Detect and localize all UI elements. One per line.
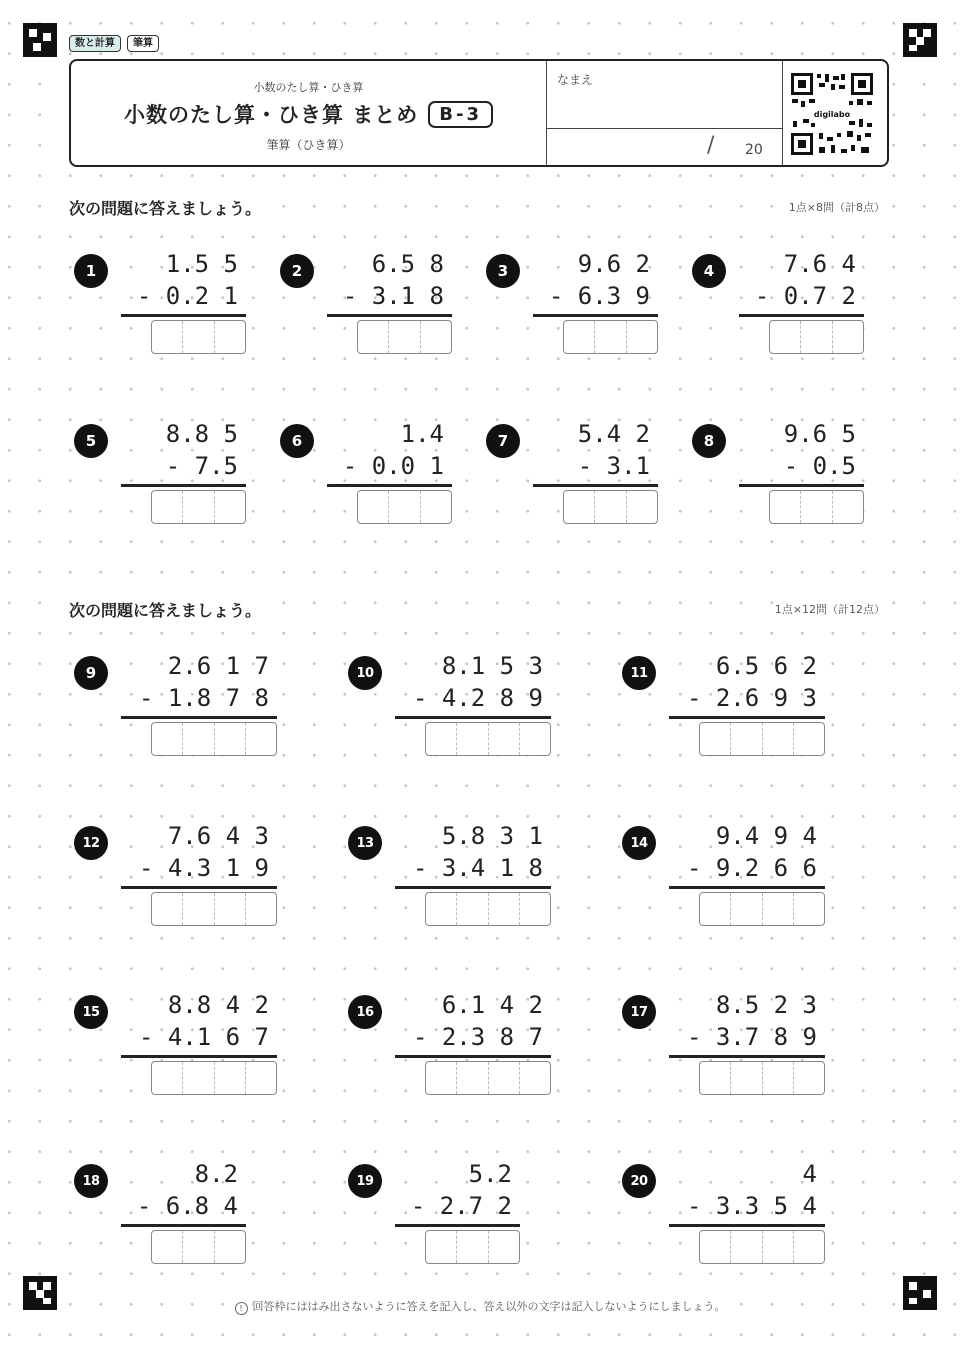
subtrahend: - 9.2 6 6 bbox=[686, 854, 817, 882]
answer-cell[interactable] bbox=[389, 321, 420, 353]
minuend: 5.8 3 1 bbox=[441, 822, 543, 850]
answer-cell[interactable] bbox=[731, 893, 762, 925]
tag-category: 数と計算 bbox=[69, 35, 121, 52]
answer-cell[interactable] bbox=[489, 1062, 520, 1094]
answer-cell[interactable] bbox=[700, 893, 731, 925]
answer-rule bbox=[533, 314, 658, 317]
problem-number-badge: 6 bbox=[280, 424, 314, 458]
answer-cell[interactable] bbox=[152, 321, 183, 353]
answer-cell[interactable] bbox=[421, 321, 451, 353]
answer-cell[interactable] bbox=[564, 491, 595, 523]
score-total: 20 bbox=[745, 142, 763, 158]
answer-cell[interactable] bbox=[152, 893, 183, 925]
answer-cell[interactable] bbox=[183, 1062, 214, 1094]
answer-cell[interactable] bbox=[421, 491, 451, 523]
answer-box[interactable] bbox=[699, 892, 825, 926]
subtrahend: - 2.6 9 3 bbox=[686, 684, 817, 712]
answer-cell[interactable] bbox=[763, 893, 794, 925]
footer-text: 回答枠にははみ出さないように答えを記入し、答え以外の文字は記入しないようにしましょう。 bbox=[252, 1300, 726, 1313]
answer-cell[interactable] bbox=[246, 723, 276, 755]
minuend: 5.2 bbox=[468, 1160, 512, 1188]
answer-rule bbox=[669, 1055, 825, 1058]
answer-box[interactable] bbox=[563, 320, 658, 354]
answer-cell[interactable] bbox=[457, 1062, 488, 1094]
subtrahend: - 2.7 2 bbox=[410, 1192, 512, 1220]
problem-number-badge: 8 bbox=[692, 424, 726, 458]
worksheet-header bbox=[69, 59, 889, 167]
answer-cell[interactable] bbox=[520, 1062, 550, 1094]
header-caption: 筆算（ひき算） bbox=[266, 138, 351, 152]
answer-cell[interactable] bbox=[358, 491, 389, 523]
answer-rule bbox=[739, 484, 864, 487]
answer-box[interactable] bbox=[425, 1061, 551, 1095]
info-icon: ! bbox=[235, 1302, 248, 1315]
name-score-block bbox=[546, 61, 783, 165]
subtrahend: - 0.2 1 bbox=[136, 282, 238, 310]
answer-rule bbox=[669, 1224, 825, 1227]
answer-cell[interactable] bbox=[700, 1062, 731, 1094]
answer-cell[interactable] bbox=[794, 893, 824, 925]
answer-cell[interactable] bbox=[627, 491, 657, 523]
answer-rule bbox=[121, 314, 246, 317]
answer-cell[interactable] bbox=[183, 723, 214, 755]
answer-rule bbox=[327, 484, 452, 487]
subtrahend: - 6.8 4 bbox=[136, 1192, 238, 1220]
score-slash: / bbox=[707, 133, 715, 158]
answer-rule bbox=[121, 484, 246, 487]
problem-number-badge: 9 bbox=[74, 656, 108, 690]
name-field[interactable] bbox=[547, 61, 782, 128]
corner-marker-top-right bbox=[903, 23, 937, 57]
subtrahend: - 4.1 6 7 bbox=[138, 1023, 269, 1051]
answer-cell[interactable] bbox=[457, 1231, 488, 1263]
minuend: 1.5 5 bbox=[165, 250, 238, 278]
minuend: 7.6 4 3 bbox=[167, 822, 269, 850]
answer-cell[interactable] bbox=[152, 1062, 183, 1094]
problem-number-badge: 3 bbox=[486, 254, 520, 288]
section-2-title: 次の問題に答えましょう。 bbox=[69, 598, 261, 621]
problem-number-badge: 5 bbox=[74, 424, 108, 458]
answer-rule bbox=[121, 1055, 277, 1058]
problem-number-badge: 19 bbox=[348, 1164, 382, 1198]
answer-cell[interactable] bbox=[520, 893, 550, 925]
answer-box[interactable] bbox=[151, 722, 277, 756]
answer-cell[interactable] bbox=[564, 321, 595, 353]
answer-cell[interactable] bbox=[426, 1062, 457, 1094]
subtrahend: - 0.5 bbox=[783, 452, 856, 480]
minuend: 4 bbox=[802, 1160, 817, 1188]
problem-number-badge: 13 bbox=[348, 826, 382, 860]
answer-cell[interactable] bbox=[833, 321, 863, 353]
answer-rule bbox=[739, 314, 864, 317]
score-field[interactable] bbox=[547, 129, 697, 164]
answer-cell[interactable] bbox=[215, 893, 246, 925]
answer-cell[interactable] bbox=[770, 321, 801, 353]
answer-cell[interactable] bbox=[246, 1062, 276, 1094]
minuend: 8.8 4 2 bbox=[167, 991, 269, 1019]
minuend: 8.5 2 3 bbox=[715, 991, 817, 1019]
subtrahend: - 3.7 8 9 bbox=[686, 1023, 817, 1051]
subtrahend: - 6.3 9 bbox=[548, 282, 650, 310]
answer-cell[interactable] bbox=[426, 723, 457, 755]
problem-number-badge: 2 bbox=[280, 254, 314, 288]
answer-box[interactable] bbox=[151, 892, 277, 926]
answer-rule bbox=[121, 886, 277, 889]
answer-rule bbox=[395, 1055, 551, 1058]
corner-marker-top-left bbox=[23, 23, 57, 57]
answer-box[interactable] bbox=[699, 1230, 825, 1264]
answer-rule bbox=[395, 1224, 520, 1227]
answer-box[interactable] bbox=[425, 892, 551, 926]
answer-box[interactable] bbox=[357, 320, 452, 354]
answer-cell[interactable] bbox=[183, 1231, 214, 1263]
answer-cell[interactable] bbox=[731, 723, 762, 755]
problem-number-badge: 18 bbox=[74, 1164, 108, 1198]
subtrahend: - 0.0 1 bbox=[342, 452, 444, 480]
subtrahend: - 7.5 bbox=[165, 452, 238, 480]
answer-cell[interactable] bbox=[215, 491, 245, 523]
minuend: 6.5 6 2 bbox=[715, 652, 817, 680]
problem-number-badge: 14 bbox=[622, 826, 656, 860]
answer-box[interactable] bbox=[151, 490, 246, 524]
answer-cell[interactable] bbox=[426, 1231, 457, 1263]
answer-rule bbox=[395, 886, 551, 889]
answer-cell[interactable] bbox=[426, 893, 457, 925]
answer-cell[interactable] bbox=[246, 893, 276, 925]
answer-cell[interactable] bbox=[731, 1062, 762, 1094]
answer-cell[interactable] bbox=[627, 321, 657, 353]
answer-cell[interactable] bbox=[215, 1062, 246, 1094]
minuend: 9.6 2 bbox=[577, 250, 650, 278]
answer-cell[interactable] bbox=[457, 893, 488, 925]
subtrahend: - 4.3 1 9 bbox=[138, 854, 269, 882]
answer-rule bbox=[121, 1224, 246, 1227]
answer-cell[interactable] bbox=[770, 491, 801, 523]
answer-cell[interactable] bbox=[489, 723, 520, 755]
answer-cell[interactable] bbox=[763, 1062, 794, 1094]
minuend: 8.8 5 bbox=[165, 420, 238, 448]
tag-subcategory: 筆算 bbox=[127, 35, 159, 52]
answer-cell[interactable] bbox=[152, 1231, 183, 1263]
answer-box[interactable] bbox=[699, 722, 825, 756]
section-2-points: 1点×12問（計12点） bbox=[774, 603, 885, 616]
subtrahend: - 3.3 5 4 bbox=[686, 1192, 817, 1220]
subtrahend: - 3.4 1 8 bbox=[412, 854, 543, 882]
problem-number-badge: 17 bbox=[622, 995, 656, 1029]
answer-cell[interactable] bbox=[183, 491, 214, 523]
answer-cell[interactable] bbox=[833, 491, 863, 523]
answer-cell[interactable] bbox=[763, 723, 794, 755]
subtrahend: - 3.1 8 bbox=[342, 282, 444, 310]
answer-cell[interactable] bbox=[595, 491, 626, 523]
answer-box[interactable] bbox=[699, 1061, 825, 1095]
problem-number-badge: 11 bbox=[622, 656, 656, 690]
answer-cell[interactable] bbox=[794, 1062, 824, 1094]
answer-cell[interactable] bbox=[801, 491, 832, 523]
problem-number-badge: 16 bbox=[348, 995, 382, 1029]
answer-cell[interactable] bbox=[489, 1231, 519, 1263]
answer-box[interactable] bbox=[769, 320, 864, 354]
answer-cell[interactable] bbox=[794, 723, 824, 755]
minuend: 7.6 4 bbox=[783, 250, 856, 278]
answer-cell[interactable] bbox=[801, 321, 832, 353]
answer-box[interactable] bbox=[151, 1061, 277, 1095]
problem-number-badge: 12 bbox=[74, 826, 108, 860]
section-1-points: 1点×8問（計8点） bbox=[788, 201, 885, 214]
answer-box[interactable] bbox=[769, 490, 864, 524]
minuend: 2.6 1 7 bbox=[167, 652, 269, 680]
answer-cell[interactable] bbox=[389, 491, 420, 523]
answer-cell[interactable] bbox=[731, 1231, 762, 1263]
problem-number-badge: 7 bbox=[486, 424, 520, 458]
minuend: 9.6 5 bbox=[783, 420, 856, 448]
problem-number-badge: 10 bbox=[348, 656, 382, 690]
answer-rule bbox=[669, 886, 825, 889]
answer-cell[interactable] bbox=[152, 723, 183, 755]
answer-box[interactable] bbox=[151, 1230, 246, 1264]
minuend: 8.1 5 3 bbox=[441, 652, 543, 680]
qr-label: digilabo bbox=[813, 110, 851, 119]
answer-box[interactable] bbox=[563, 490, 658, 524]
answer-rule bbox=[533, 484, 658, 487]
section-1-title: 次の問題に答えましょう。 bbox=[69, 196, 261, 219]
answer-cell[interactable] bbox=[700, 1231, 731, 1263]
answer-cell[interactable] bbox=[794, 1231, 824, 1263]
qr-code-icon bbox=[789, 71, 875, 157]
answer-rule bbox=[121, 716, 277, 719]
answer-box[interactable] bbox=[151, 320, 246, 354]
problem-number-badge: 4 bbox=[692, 254, 726, 288]
answer-box[interactable] bbox=[425, 1230, 520, 1264]
minuend: 5.4 2 bbox=[577, 420, 650, 448]
answer-cell[interactable] bbox=[595, 321, 626, 353]
answer-rule bbox=[327, 314, 452, 317]
minuend: 8.2 bbox=[194, 1160, 238, 1188]
answer-cell[interactable] bbox=[215, 1231, 245, 1263]
subtrahend: - 3.1 bbox=[577, 452, 650, 480]
page-title: 小数のたし算・ひき算 まとめ bbox=[123, 103, 419, 127]
worksheet-code-badge: B-3 bbox=[428, 101, 493, 128]
answer-cell[interactable] bbox=[763, 1231, 794, 1263]
footer-note bbox=[0, 1298, 960, 1315]
name-label: なまえ bbox=[557, 73, 594, 87]
header-subtitle: 小数のたし算・ひき算 bbox=[253, 81, 364, 94]
minuend: 6.1 4 2 bbox=[441, 991, 543, 1019]
minuend: 6.5 8 bbox=[371, 250, 444, 278]
answer-box[interactable] bbox=[425, 722, 551, 756]
answer-cell[interactable] bbox=[700, 723, 731, 755]
answer-cell[interactable] bbox=[183, 321, 214, 353]
subtrahend: - 4.2 8 9 bbox=[412, 684, 543, 712]
answer-cell[interactable] bbox=[358, 321, 389, 353]
subtrahend: - 0.7 2 bbox=[754, 282, 856, 310]
answer-cell[interactable] bbox=[152, 491, 183, 523]
subtrahend: - 1.8 7 8 bbox=[138, 684, 269, 712]
problem-number-badge: 1 bbox=[74, 254, 108, 288]
problem-number-badge: 20 bbox=[622, 1164, 656, 1198]
answer-box[interactable] bbox=[357, 490, 452, 524]
problem-number-badge: 15 bbox=[74, 995, 108, 1029]
minuend: 1.4 bbox=[400, 420, 444, 448]
answer-cell[interactable] bbox=[215, 723, 246, 755]
answer-rule bbox=[669, 716, 825, 719]
subtrahend: - 2.3 8 7 bbox=[412, 1023, 543, 1051]
minuend: 9.4 9 4 bbox=[715, 822, 817, 850]
category-tags bbox=[69, 35, 159, 52]
title-block bbox=[71, 61, 546, 165]
answer-rule bbox=[395, 716, 551, 719]
answer-cell[interactable] bbox=[520, 723, 550, 755]
answer-cell[interactable] bbox=[457, 723, 488, 755]
answer-cell[interactable] bbox=[489, 893, 520, 925]
answer-cell[interactable] bbox=[183, 893, 214, 925]
answer-cell[interactable] bbox=[215, 321, 245, 353]
